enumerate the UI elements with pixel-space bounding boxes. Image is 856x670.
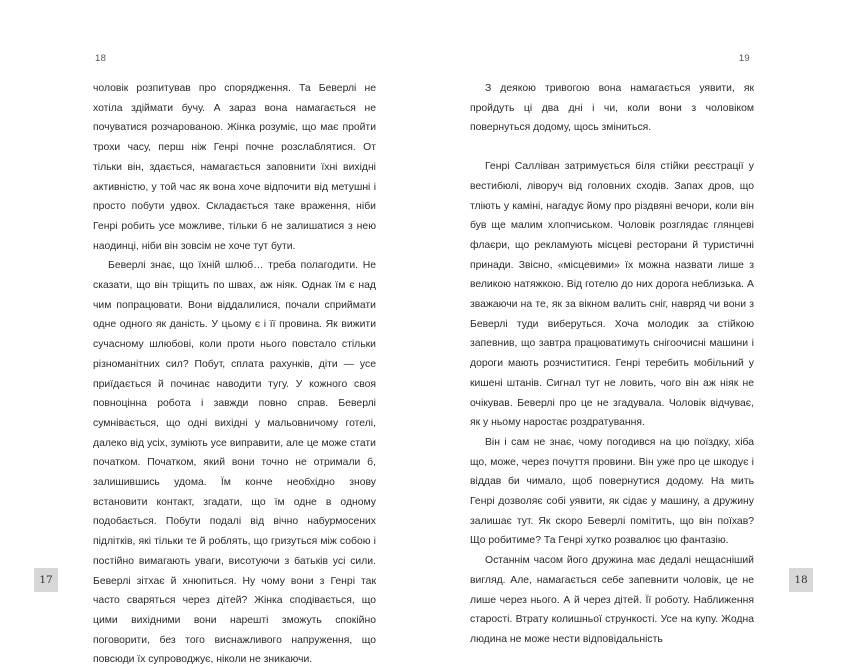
right-paragraph-2: Генрі Салліван затримується біля стійки реєстрації у вестибюлі, ліворуч від головних сходів. Запах дров, що тліють у каміні, нагадує йому про різдвяні вечори, коли він був ще малим хлопчиськом. Чоловік розглядає глянцеві флаєри, що рекламують місцеві ресторани й туристичні принади. Звісно, «місцевими» їх можна назвати лише з великою натяжкою. Від готелю до них дорога неблизька. А зважаючи на те, як за вікном валить сніг, навряд чи вони з Беверлі туди виберуться. Хоча молодик за стійкою запевнив, що завтра працюватимуть снігоочисні машини і дороги мають розчиститися. Генрі теребить мобільний у кишені штанів. Сигнал тут не ловить, чого він аж ніяк не очікував. Беверлі про це не згадувала. Чоловік відчуває, як у ньому наростає роздратування. [470, 161, 754, 429]
right-scan-page-number: 18 [789, 568, 813, 592]
right-paragraph-4: Останнім часом його дружина має дедалі нещасніший вигляд. Але, намагається себе запевнити чоловік, це не лише через нього. А й через дітей. Її роботу. Наближення старості. Втрату колишньої стрункості. Усе на купу. Жодна людина не може нести відповідальність [470, 555, 754, 645]
left-page [0, 0, 428, 666]
right-page-text [470, 79, 754, 650]
right-paragraph-3: Він і сам не знає, чому погодився на цю поїздку, хіба що, може, через почуття провини. Він уже про це шкодує і віддав би чимало, щоб повернутися додому. На мить Генрі дозволяє собі уявити, як сідає у машину, а дружину залишає тут. Як скоро Беверлі помітить, що він поїхав? Що робитиме? Та Генрі хутко розвалює цю фантазію. [470, 436, 754, 547]
left-paragraph-2: Беверлі знає, що їхній шлюб… треба полагодити. Не сказати, що він тріщить по швах, аж ніяк. Однак їм є над чим попрацювати. Вони віддалилися, почали сприймати одне одного як даність. У цьому є і її провина. Як вижити сучасному шлюбові, коли проти нього повстало стільки різноманітних сил? Побут, сплата рахунків, діти — усе приїдається й починає наводити тугу. У кожного своя повноцінна робота і завжди повно справ. Беверлі сумнівається, що одні вихідні у мальовничому готелі, далеко від усіх, зуміють усе виправити, але це може стати початком. Початком, який вони точно не отримали б, залишившись удома. Їм конче необхідно знову встановити контакт, згадати, що їм одне в одному подобається. Побути подалі від вічно набурмосених підлітків, які тільки те й роблять, що гризуться між собою і постійно вимагають уваги, висотуючи з батьків усі сили. Беверлі зітхає й хнюпиться. Ну чому вони з Генрі так часто сваряться через дітей? Жінка сподівається, що цими вихідними вони нарешті зможуть спокійно поговорити, без того виснажливого напруження, що повсюди їх супроводжує, ніколи не зникаючи. [93, 260, 376, 666]
right-page [428, 0, 856, 645]
left-page-folio: 18 [95, 53, 107, 64]
right-paragraph-1: З деякою тривогою вона намагається уявити, як пройдуть ці два дні і чи, коли вони з чоловіком повернуться додому, щось зміниться. [470, 83, 754, 134]
right-page-folio: 19 [738, 53, 750, 64]
left-scan-page-number: 17 [34, 568, 58, 592]
left-page-text [93, 79, 376, 670]
left-paragraph-1: чоловік розпитував про спорядження. Та Беверлі не хотіла здіймати бучу. А зараз вона намагається не почуватися розчарованою. Жінка розуміє, що має пройти трохи часу, перш ніж Генрі почне розслаблятися. От тільки він, здається, намагається заповнити їхні вихідні активністю, у той час як вона хоче відпочити від метушні і просто побути удвох. Складається таке враження, ніби Генрі робить усе можливе, тільки б не залишатися з нею наодинці, ніби він зовсім не хоче тут бути. [93, 83, 376, 252]
scene-break [470, 138, 754, 157]
